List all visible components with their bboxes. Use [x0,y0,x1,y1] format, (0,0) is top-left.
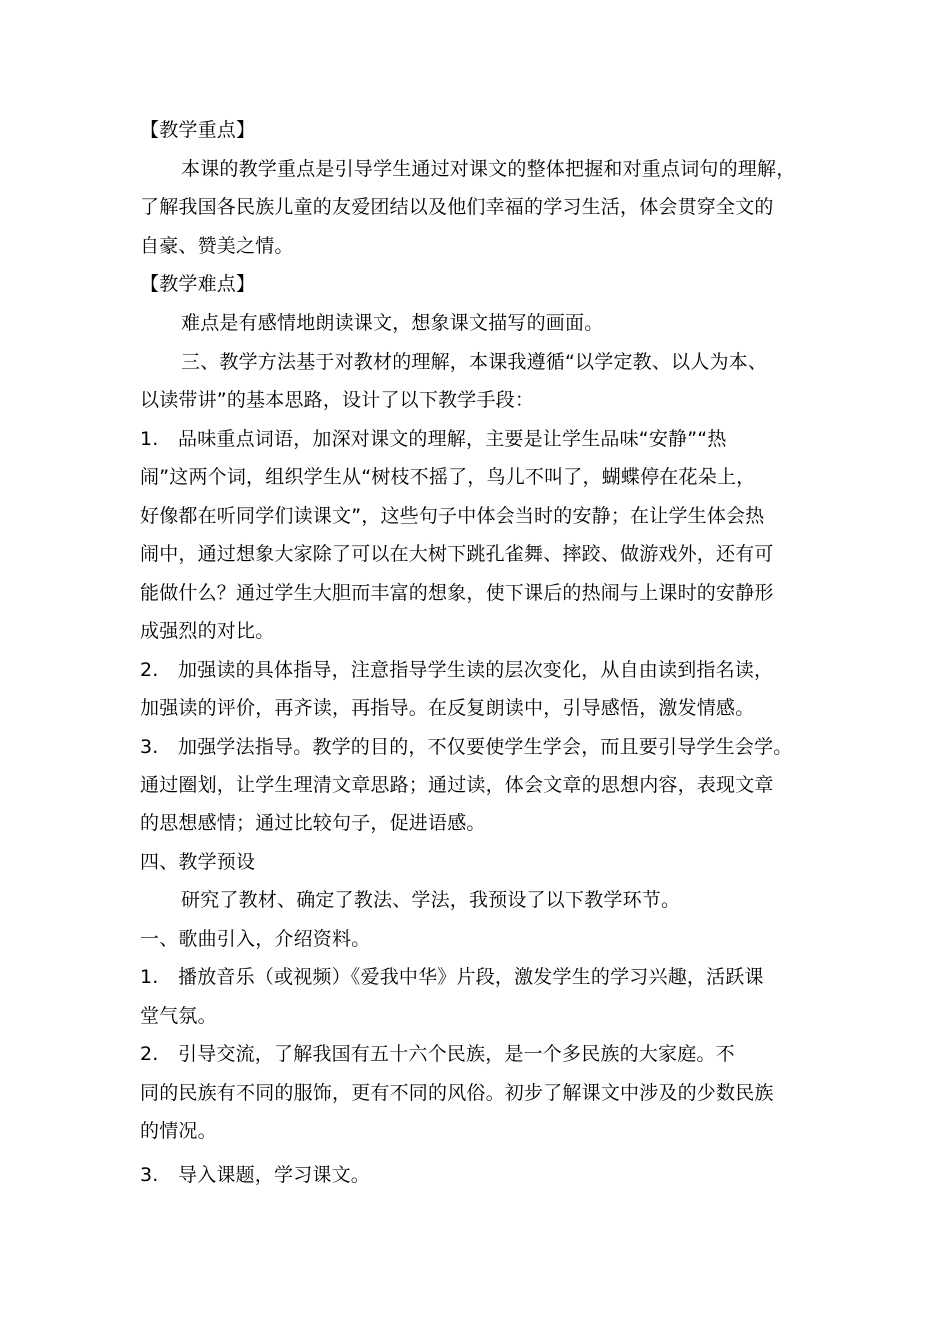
list-item [140,1041,735,1067]
list-item [140,964,764,990]
paragraph-line: 好像都在听同学们读课文”，这些句子中体会当时的安静；在让学生体会热 [140,505,765,527]
paragraph-line: 成强烈的对比。 [140,620,275,642]
list-item [140,734,792,760]
paragraph-line: 闹”这两个词，组织学生从“树枝不摇了，鸟儿不叫了，蝴蝶停在花朵上， [140,466,756,488]
list-item-text: 品味重点词语，加深对课文的理解，主要是让学生品味“安静”“热 [178,428,727,450]
paragraph-line: 研究了教材、确定了教法、学法，我预设了以下教学环节。 [181,889,681,911]
paragraph-line: 闹中，通过想象大家除了可以在大树下跳孔雀舞、摔跤、做游戏外，还有可 [140,543,774,565]
paragraph-line: 的思想感情；通过比较句子，促进语感。 [140,812,486,834]
heading-teaching-focus: 【教学重点】 [140,119,256,141]
paragraph-line: 同的民族有不同的服饰，更有不同的风俗。初步了解课文中涉及的少数民族 [140,1082,774,1104]
paragraph-line: 自豪、赞美之情。 [140,235,294,257]
paragraph-line: 本课的教学重点是引导学生通过对课文的整体把握和对重点词句的理解， [181,158,796,180]
list-number: 1. [140,428,159,450]
paragraph-line: 难点是有感情地朗读课文，想象课文描写的画面。 [181,312,604,334]
list-item [140,657,773,683]
list-number: 2. [140,659,159,681]
paragraph-line: 能做什么？通过学生大胆而丰富的想象，使下课后的热闹与上课时的安静形 [140,582,774,604]
list-number: 3. [140,1164,159,1186]
section-heading-presets: 四、教学预设 [140,851,256,873]
list-item [140,1162,370,1188]
list-number: 3. [140,736,159,758]
heading-teaching-difficulty: 【教学难点】 [140,273,256,295]
list-item-text: 播放音乐（或视频）《爱我中华》片段，激发学生的学习兴趣，活跃课 [178,966,764,988]
list-item-text: 加强学法指导。教学的目的，不仅要使学生学会，而且要引导学生会学。 [178,736,793,758]
paragraph-line: 以读带讲”的基本思路，设计了以下教学手段： [140,389,535,411]
paragraph-line: 的情况。 [140,1120,217,1142]
list-item-text: 导入课题，学习课文。 [178,1164,371,1186]
section-heading-methods: 三、教学方法基于对教材的理解，本课我遵循“以学定教、以人为本、 [181,351,768,373]
list-number: 1. [140,966,159,988]
paragraph-line: 加强读的评价，再齐读，再指导。在反复朗读中，引导感悟，激发情感。 [140,697,755,719]
list-item-text: 引导交流，了解我国有五十六个民族，是一个多民族的大家庭。不 [178,1043,735,1065]
list-item-text: 加强读的具体指导，注意指导学生读的层次变化，从自由读到指名读， [178,659,774,681]
paragraph-line: 通过圈划，让学生理清文章思路；通过读，体会文章的思想内容，表现文章 [140,774,774,796]
list-item [140,426,727,452]
paragraph-line: 了解我国各民族儿童的友爱团结以及他们幸福的学习生活，体会贯穿全文的 [140,196,774,218]
subsection-heading: 一、歌曲引入，介绍资料。 [140,928,371,950]
paragraph-line: 堂气氛。 [140,1005,217,1027]
list-number: 2. [140,1043,159,1065]
